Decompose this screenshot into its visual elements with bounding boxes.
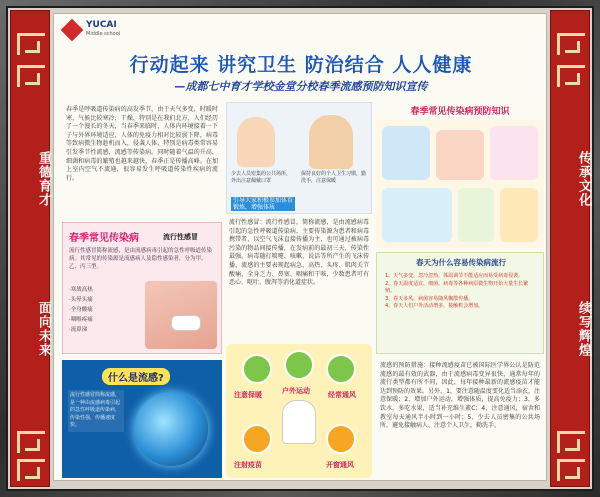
logo-name: YUCAI [86,20,117,30]
what-is-flu-title: 什么是流感? [102,368,170,385]
symptom-item: ·流鼻涕 [69,327,88,333]
exercise-banner: 引导大家积极参加体育锻炼，增强体质 [233,197,294,211]
tip-icon [284,350,314,380]
fret-pattern [17,459,45,481]
prevention-tips-panel [226,344,372,478]
vegetables-illustration [458,188,494,242]
hygiene-tip: 保持良好的个人卫生习惯，勤洗手，注意保暖 [301,171,367,184]
nurse-illustration [282,400,316,444]
fret-pattern [17,431,45,453]
intro-paragraph: 春季是呼吸道传染病的高发季节，由于天气多变，时暖时寒，气候比较寒冷，干燥，特别是在我们北方，人们经历了一个漫长的冬天，当春季来临时，人体内环境接着一下子与外界环境适应，人体的免疫力相对比较弱下降，病毒等致病微生物趁机而入，侵袭人体，特别是病毒类常容易引发季节性流感，流感等传染病。同时随着气温的升高，细菌和病毒的繁殖也越来越快，春季正是传播高峰。在加上室内空气不流通，很容易发生呼吸道传染性疾病的流行。 [66,106,218,182]
common-disease-illustration [376,120,544,248]
flu-heading: 流行性感冒 [163,233,198,241]
common-disease-title: 春季常见传染病预防知识 [410,107,510,117]
sick-child-illustration [382,126,430,180]
why-spring-panel [376,252,544,354]
spring-disease-title: 春季常见传染病 [69,233,139,244]
fret-pattern [17,65,45,87]
tip-label: 开窗通风 [326,461,354,469]
flowers-illustration [500,188,538,242]
fret-pattern [557,459,585,481]
what-is-flu-panel [62,360,222,478]
what-is-flu-text: 流行性感冒简称流感，是一种由流感病毒引起的急性呼吸道传染病，传染性强，传播速度快。 [68,390,124,432]
tip-icon [242,354,272,384]
prevention-measures-paragraph: 流感的预防措施：接种流感疫苗已被国际医学界公认是防范流感的最有效的武器，由于流感病毒变异很快，通常每年的流行类型都有所不同，因此，每年接种最新的流感疫苗才能达到预防的效果。另外，1、要注意随温度变化适当添衣，注意保暖；2、增加户外运动，增强体质，提高免疫力；3、多饮水，多吃水果，适当补充维生素C；4、注意通风，宿舍和教室每天通风半小时到一小时；5、少去人员密集的公共场所，避免接触病人，注意个人卫生，勤洗手。 [380,362,540,430]
why-item: 1、天气多变，忽冷忽热，体温调节不能适应而易受病毒侵袭。 [385,273,524,279]
why-spring-list [385,273,535,311]
school-logo [64,20,134,44]
spring-disease-panel [62,222,222,354]
symptom-item: ·头晕头痛 [69,297,93,303]
why-item: 3、春天多风，病菌容易随风飘散传播。 [385,295,474,302]
tip-icon [326,354,356,384]
flu-info-paragraph: 流行性感冒：流行性感冒，简称流感，是由流感病毒引起的急性呼吸道传染病，主要传染源为患者和病毒携带者，以空气飞沫直接传播为主，也可通过被病毒污染的物品间接传播，在发病前的最初三天，传染性最强。病毒随打喷嚏、咳嗽、说话等所产生的飞沫传播，流感的主要表现起病急、高热、头疼、肌肉关节酸痛、全身乏力、鼻塞、咽痛和干咳，少数患者可有恶心、呕吐、腹泻等消化道症状。 [229,219,369,287]
poster-subtitle: —成都七中育才学校金堂分校春季流感预防知识宣传 [174,80,428,93]
tip-label: 注射疫苗 [234,461,262,469]
tip-label: 注意保暖 [234,391,262,399]
why-spring-title: 春天为什么容易传染病流行 [416,258,506,267]
why-item: 4、春天人们户外活动增多，接触机会增加。 [385,303,484,309]
masked-person-illustration [145,281,217,349]
tip-icon [326,424,356,454]
right-motto-top: 传承文化 [576,151,591,207]
left-motto-top: 重德育才 [36,151,51,207]
tip-label: 经常通风 [328,391,356,399]
window-illustration [382,188,452,242]
fret-pattern [557,33,585,55]
logo-mark-icon [61,19,84,42]
symptom-item: ·咽喉疼痛 [69,317,93,323]
tip-icon [242,424,272,454]
face-mask-icon [171,315,201,331]
virus-illustration [134,392,208,466]
left-decor-band [10,10,50,487]
child-illustration [436,130,484,180]
logo-subtitle: Middle school [86,31,121,37]
symptom-item: ·全身酸痛 [69,307,93,313]
poster-board [53,13,547,481]
fret-pattern [17,33,45,55]
doctor-illustration [309,115,353,169]
tip-label: 户外运动 [282,387,310,395]
flu-description: 流行性感冒简称流感，是由流感病毒引起的急性呼吸道传染病。其常见的传染源是流感病人及隐性感染者，分为甲、乙、丙三型。 [69,248,213,270]
symptom-list [69,285,141,335]
child-illustration [237,117,275,167]
hygiene-tip: 少去人员密集的公共场所，外出注意佩戴口罩 [231,171,292,184]
why-item: 2、春天温度适宜，细菌、病毒等各种病原微生物开始大量生长繁殖。 [385,280,529,294]
symptom-item: ·寒战高热 [69,287,93,293]
right-motto-bottom: 续写辉煌 [576,301,591,357]
poster-title: 行动起来 讲究卫生 防治结合 人人健康 [129,54,473,76]
hygiene-illustration-panel [226,102,372,214]
left-motto-bottom: 面向未来 [36,301,51,357]
girl-illustration [490,126,538,180]
right-decor-band [550,10,590,487]
fret-pattern [557,431,585,453]
fret-pattern [557,65,585,87]
